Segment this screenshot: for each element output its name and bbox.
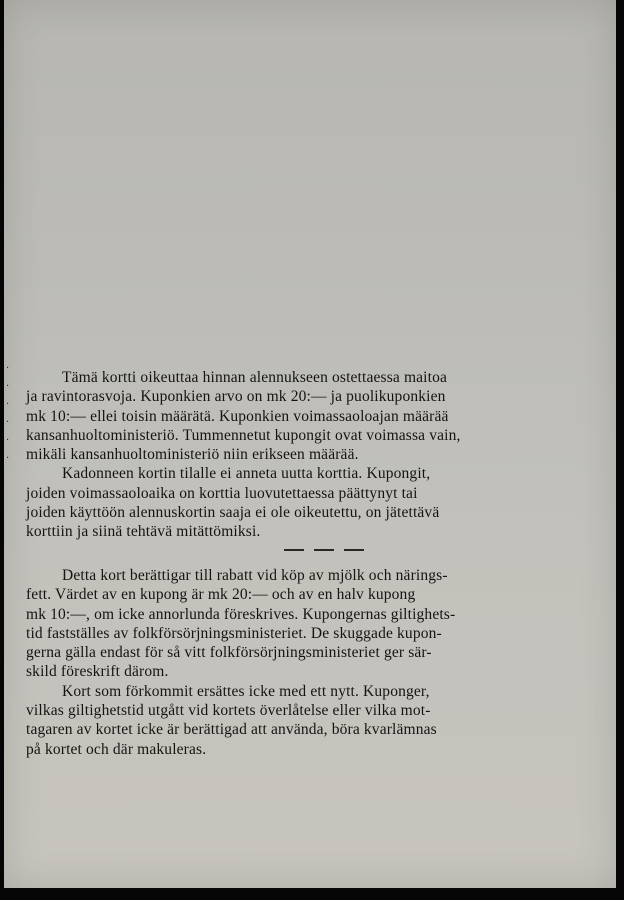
text-line: gerna gälla endast för så vitt folkförsörjningsministeriet ger sär-: [26, 644, 432, 662]
finnish-text: [26, 368, 606, 542]
text-line: Kort som förkommit ersättes icke med ett nytt. Kuponger,: [62, 682, 430, 700]
swedish-text: [26, 566, 606, 759]
text-line: joiden voimassaoloaika on korttia luovutettaessa päättynyt tai: [26, 484, 418, 502]
finnish-paragraph-2: [26, 464, 606, 541]
coupon-card-back: [4, 0, 616, 888]
text-line: ja ravintorasvoja. Kuponkien arvo on mk 20:— ja puolikuponkien: [26, 388, 446, 406]
text-line: Detta kort berättigar till rabatt vid köp av mjölk och närings-: [62, 567, 448, 584]
text-line: kansanhuoltoministeriö. Tummennetut kupongit ovat voimassa vain,: [26, 426, 461, 444]
swedish-paragraph-2: [26, 682, 606, 759]
text-line: mikäli kansanhuoltoministeriö niin erikseen määrää.: [26, 446, 359, 464]
text-line: tagaren av kortet icke är berättigad att använda, böra kvarlämnas: [26, 721, 437, 739]
text-line: vilkas giltighetstid utgått vid kortets överlåtelse eller vilka mot-: [26, 702, 431, 720]
text-line: fett. Värdet av en kupong är mk 20:— och av en halv kupong: [26, 586, 416, 604]
text-line: mk 10:—, om icke annorlunda föreskrives. Kupongernas giltighets-: [26, 605, 456, 623]
text-line: korttiin ja siinä tehtävä mitättömiksi.: [26, 523, 261, 541]
finnish-paragraph-1: [26, 368, 606, 464]
section-divider: [284, 549, 364, 551]
swedish-paragraph-1: [26, 566, 606, 682]
text-line: Kadonneen kortin tilalle ei anneta uutta korttia. Kupongit,: [62, 465, 431, 483]
text-line: på kortet och där makuleras.: [26, 740, 207, 758]
text-line: joiden käyttöön alennuskortin saaja ei ole oikeutettu, on jätettävä: [26, 504, 440, 522]
text-line: mk 10:— ellei toisin määrätä. Kuponkien voimassaoloajan määrää: [26, 407, 449, 425]
text-line: skild föreskrift därom.: [26, 663, 169, 681]
text-line: Tämä kortti oikeuttaa hinnan alennukseen ostettaessa maitoa: [62, 369, 448, 386]
margin-marks: · · · · · ·: [6, 363, 10, 464]
text-line: tid fastställes av folkförsörjningsministeriet. De skuggade kupon-: [26, 624, 442, 642]
